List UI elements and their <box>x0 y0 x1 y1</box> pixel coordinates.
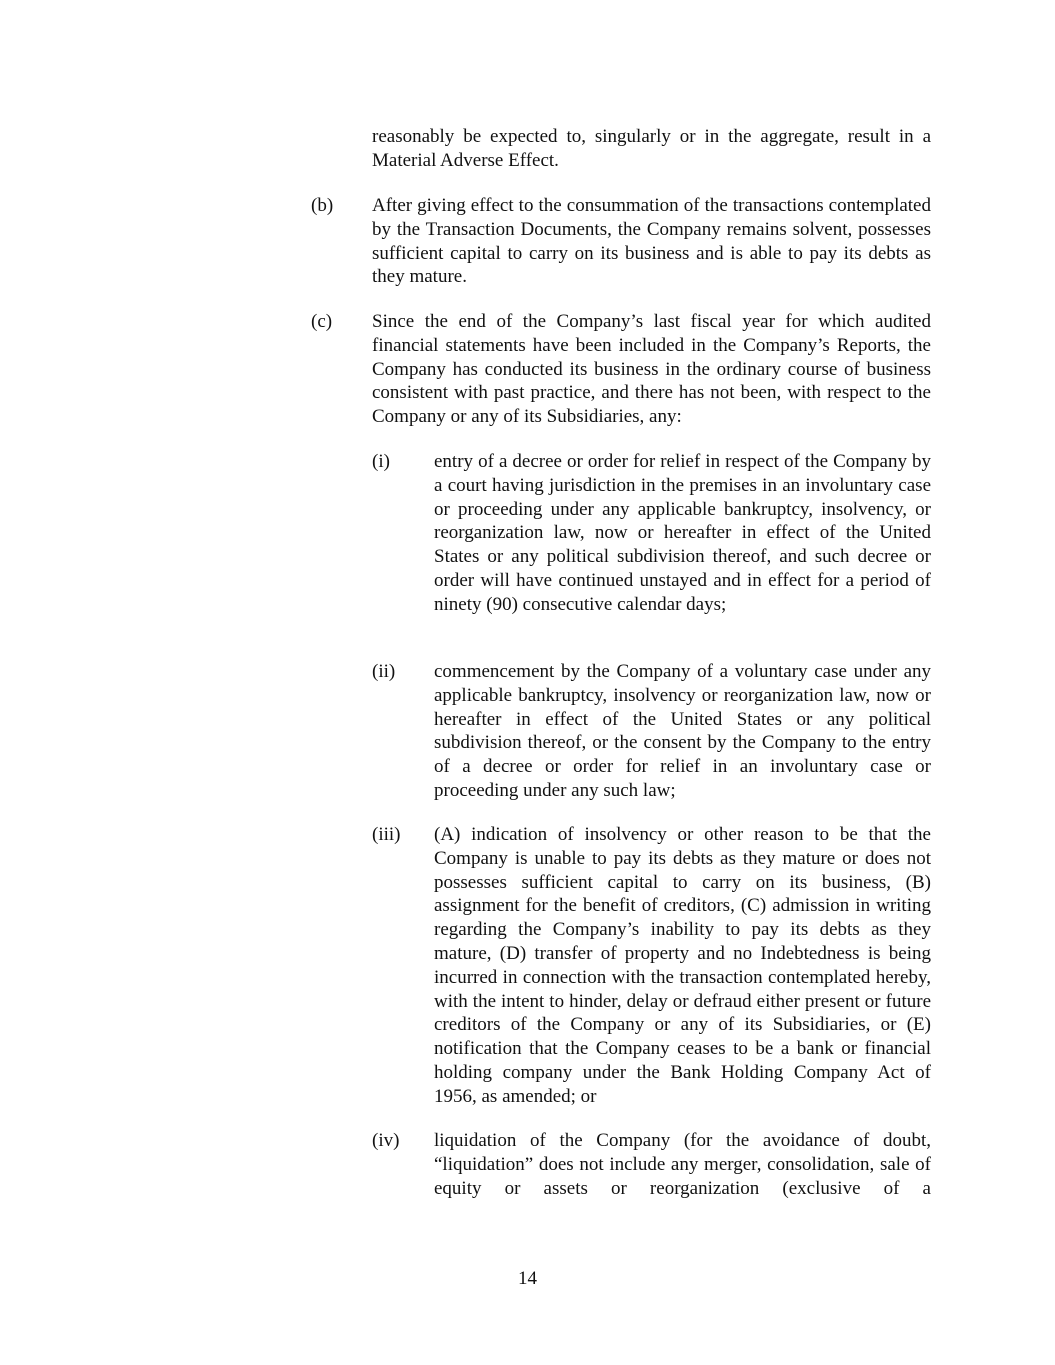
subsection-i-paragraph: entry of a decree or order for relief in respect of the Company by a court having jurisdiction in the premises in an involuntary case or proceeding under any applicable bankruptcy, insolvency, or reorganization law, now or hereafter in effect of the United States or any political subdivision thereof, and such decree or order will have continued unstayed and in effect for a period of ninety (90) consecutive calendar days; <box>434 451 931 615</box>
subsection-iv-label: (iv) <box>372 1130 400 1151</box>
subsection-iii-label: (iii) <box>372 824 401 845</box>
page-number: 14 <box>518 1268 537 1289</box>
subsection-ii-paragraph: commencement by the Company of a voluntary case under any applicable bankruptcy, insolvency or reorganization law, now or hereafter in effect of the United States or any political subdivision thereof, or the consent by the Company to the entry of a decree or order for relief in an involuntary case or proceeding under any such law; <box>434 661 931 801</box>
section-b-label: (b) <box>311 195 334 216</box>
section-c-label: (c) <box>311 311 333 332</box>
subsection-iii-paragraph: (A) indication of insolvency or other reason to be that the Company is unable to pay its debts as they mature or does not possesses sufficient capital to carry on its business, (B) assignment for the benefit of creditors, (C) admission in writing regarding the Company’s inability to pay its debts as they mature, (D) transfer of property and no Indebtedness is being incurred in connection with the transaction contemplated hereby, with the intent to hinder, delay or defraud either present or future creditors of the Company or any of its Subsidiaries, or (E) notification that the Company ceases to be a bank or financial holding company under the Bank Holding Company Act of 1956, as amended; or <box>434 824 931 1107</box>
subsection-iv-paragraph: liquidation of the Company (for the avoidance of doubt, “liquidation” does not include any merger, consolidation, sale of equity or assets or reorganization (exclusive of a <box>434 1130 931 1199</box>
continuation-paragraph: reasonably be expected to, singularly or in the aggregate, result in a Material Adverse Effect. <box>372 126 931 171</box>
subsection-i-label: (i) <box>372 451 390 472</box>
subsection-ii-label: (ii) <box>372 661 396 682</box>
section-b-paragraph: After giving effect to the consummation of the transactions contemplated by the Transaction Documents, the Company remains solvent, possesses sufficient capital to carry on its business and is able to pay its debts as they mature. <box>372 195 931 288</box>
section-c-paragraph: Since the end of the Company’s last fiscal year for which audited financial statements have been included in the Company’s Reports, the Company has conducted its business in the ordinary course of business consistent with past practice, and there has not been, with respect to the Company or any of its Subsidiaries, any: <box>372 311 931 428</box>
